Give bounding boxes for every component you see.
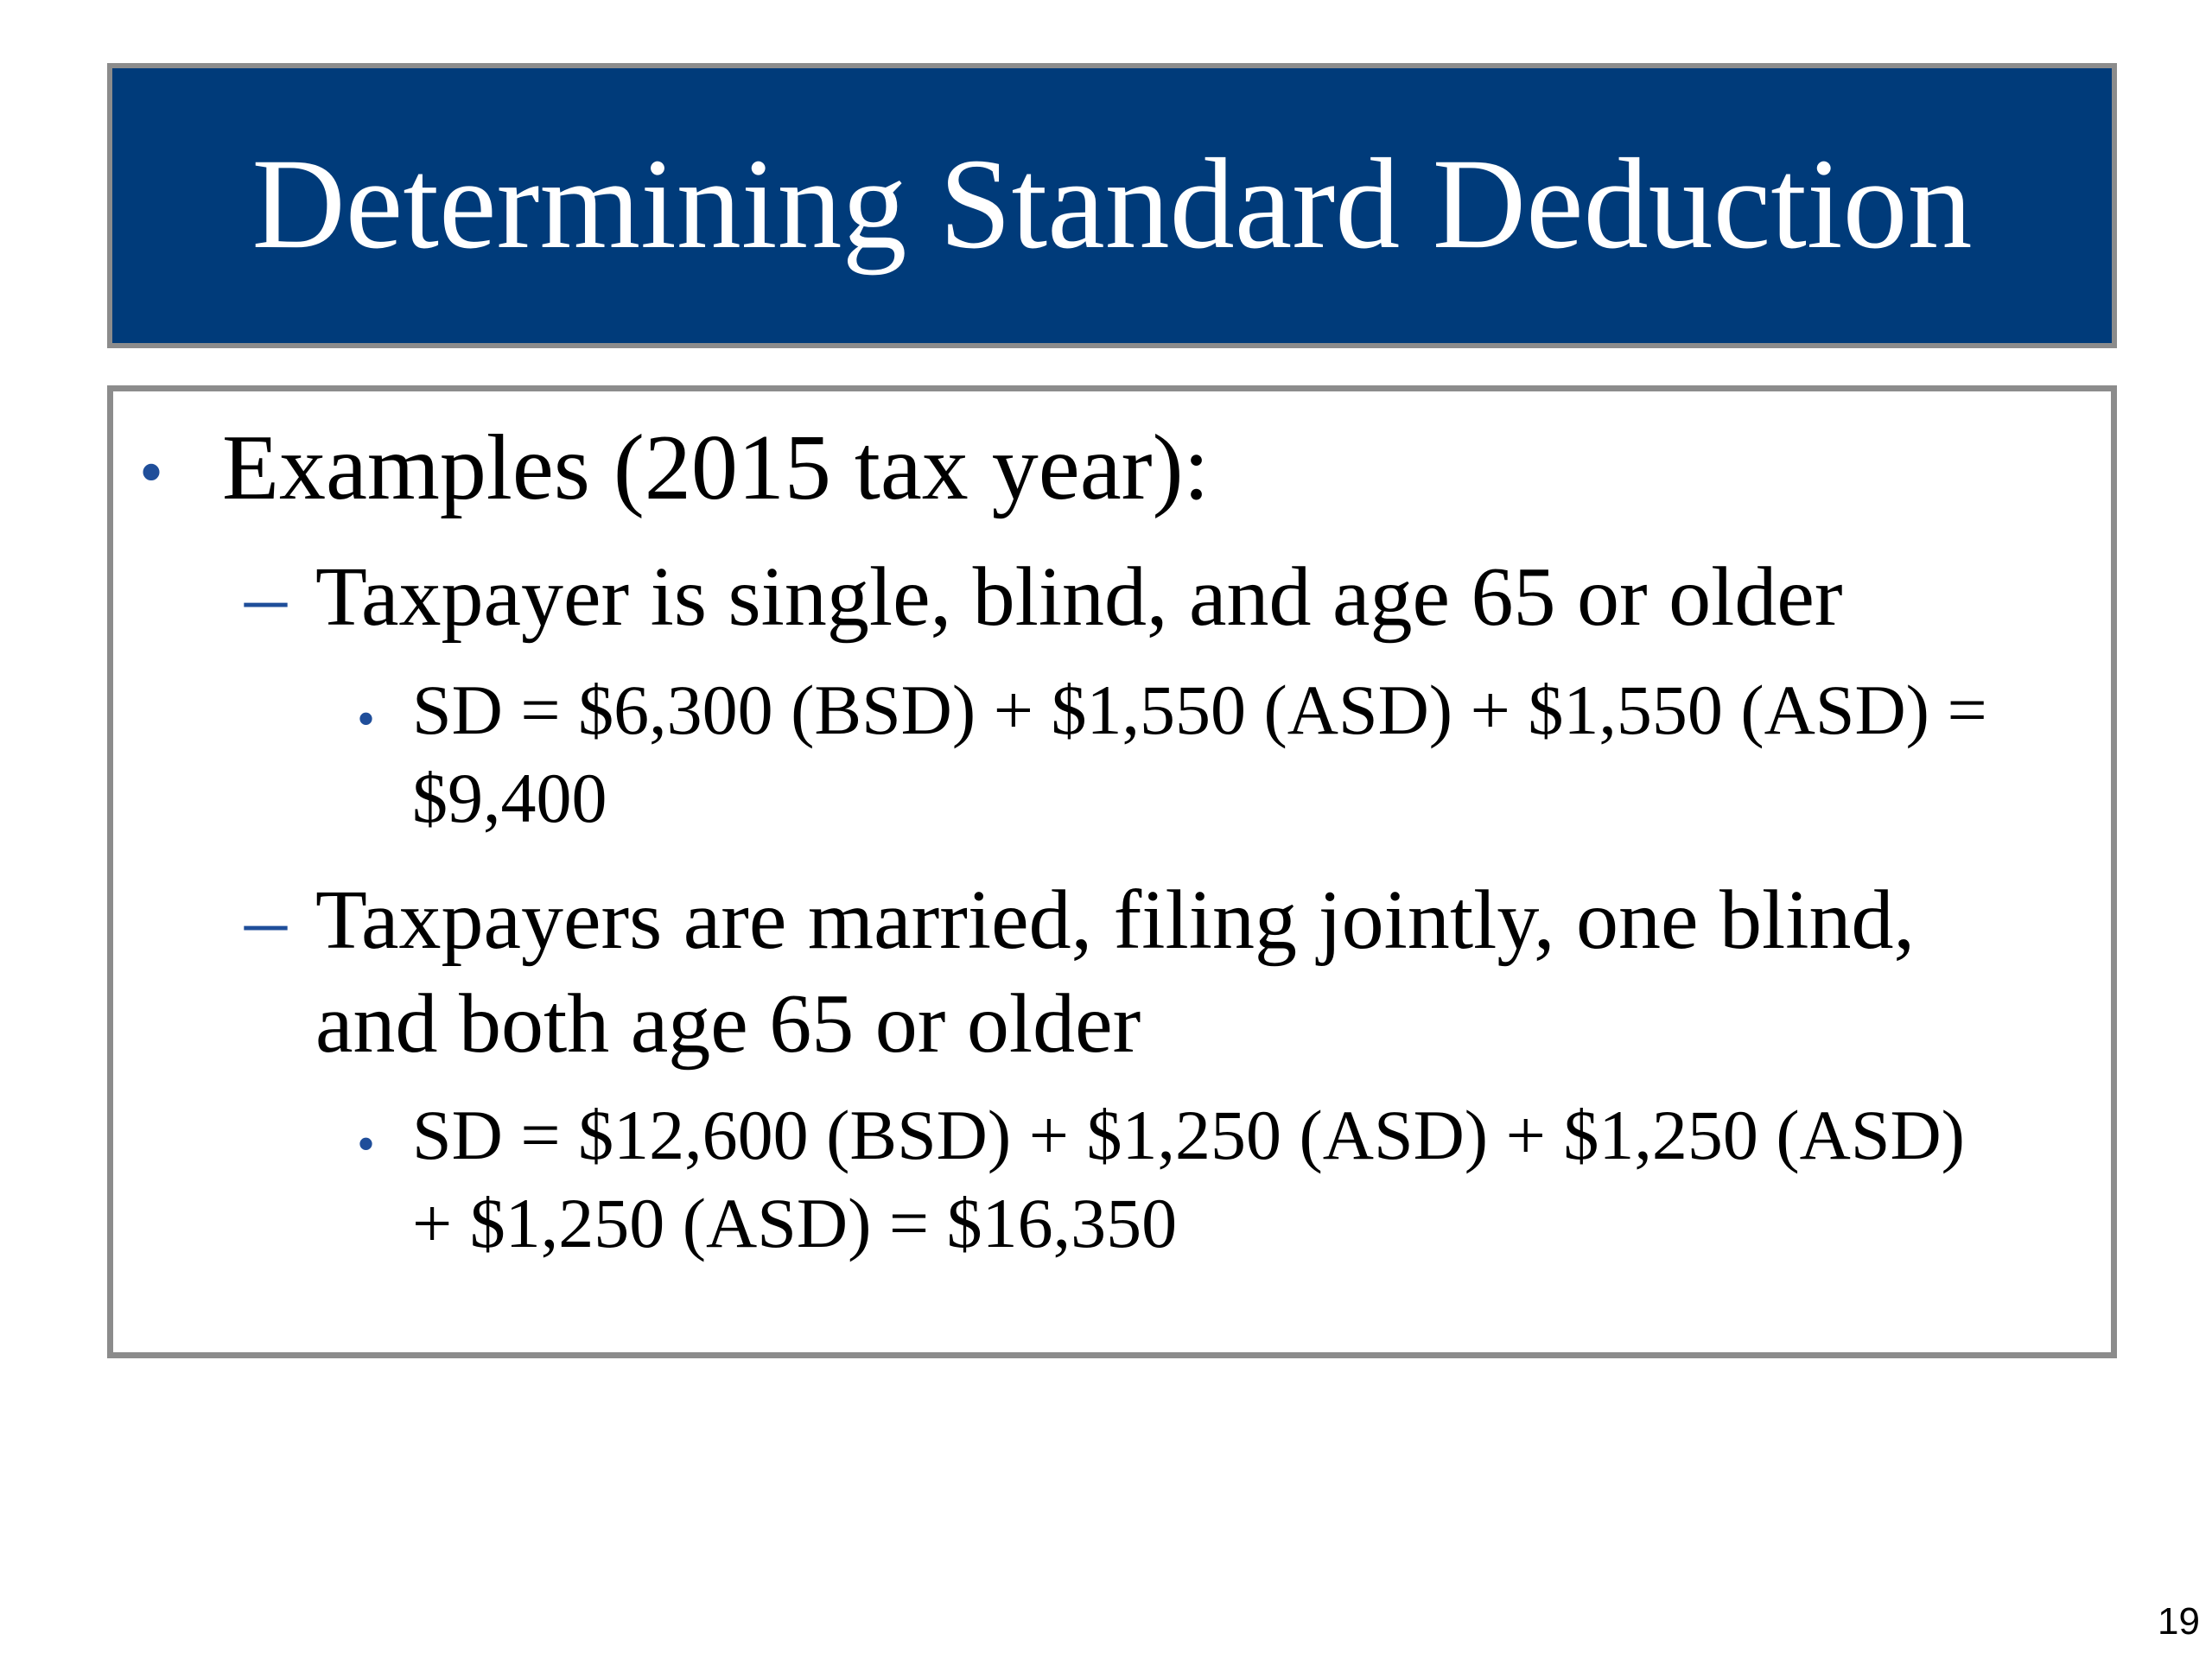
example-1-calc: [412, 666, 1987, 842]
title-bar: [107, 63, 2117, 348]
bullet-dot: •: [357, 690, 376, 747]
bullet-dot: •: [357, 1116, 376, 1173]
example-1-calc-line-2: $9,400: [412, 759, 607, 837]
example-2-calc-row: [357, 1091, 1965, 1268]
example-2-calc-line-1: SD = $12,600 (BSD) + $1,250 (ASD) + $1,250 (ASD): [412, 1096, 1965, 1174]
example-2-calc: [412, 1091, 1965, 1268]
slide-number: 19: [2158, 1600, 2200, 1643]
content-box: [107, 385, 2117, 1358]
slide-title: Determining Standard Deduction: [251, 132, 1973, 276]
example-2-heading-line-2: and both age 65 or older: [315, 977, 1141, 1071]
example-1-calc-row: [357, 666, 1987, 842]
bullet-examples: [139, 417, 1210, 520]
example-2-calc-line-2: + $1,250 (ASD) = $16,350: [412, 1184, 1178, 1262]
example-1-calc-line-1: SD = $6,300 (BSD) + $1,550 (ASD) + $1,550 (ASD) =: [412, 671, 1987, 749]
example-2-heading-row: [245, 868, 1915, 1076]
dash-marker: –: [245, 874, 287, 967]
examples-heading: Examples (2015 tax year):: [222, 416, 1210, 519]
example-1-heading-row: [245, 545, 1843, 649]
example-2-heading-line-1: Taxpayers are married, filing jointly, one blind,: [315, 874, 1915, 967]
bullet-dot: •: [139, 435, 164, 511]
example-1-heading: Taxpayer is single, blind, and age 65 or older: [315, 550, 1843, 644]
dash-marker: –: [245, 550, 287, 644]
example-2-heading: [315, 868, 1915, 1076]
